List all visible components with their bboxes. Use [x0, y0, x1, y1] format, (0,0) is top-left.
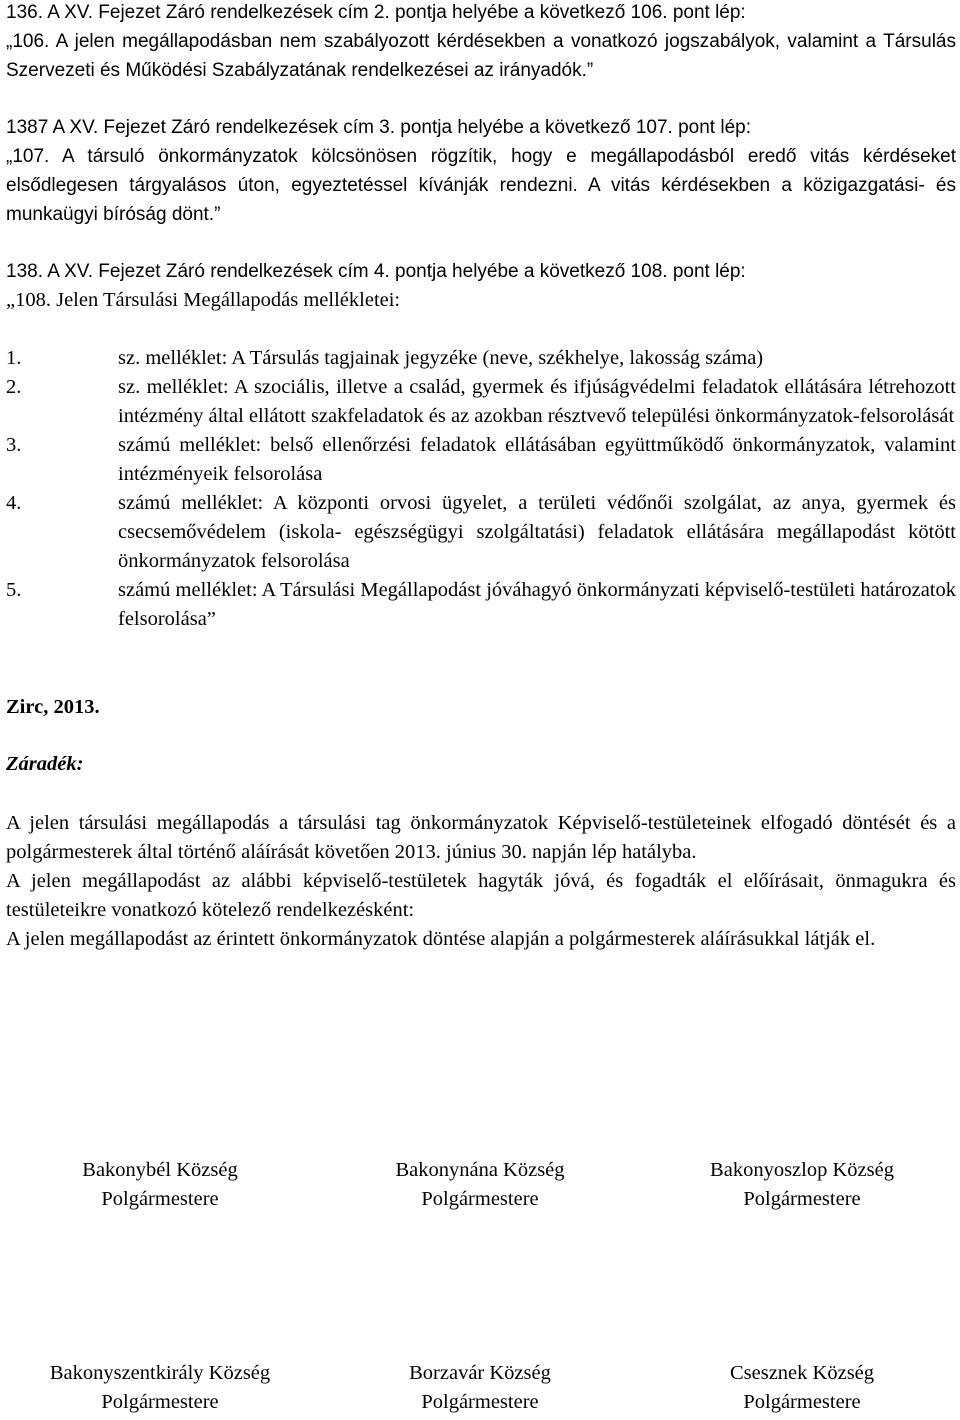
- signature-block: [642, 1156, 960, 1214]
- item-number: 2.: [6, 376, 22, 398]
- signature-block: [0, 1156, 320, 1214]
- clause-body: [6, 809, 956, 954]
- section-body: „107. A társuló önkormányzatok kölcsönösen rögzítik, hogy e megállapodásból eredő vitás kérdéseket elsődlegesen tárgyalásos úton, egyeztetéssel kívánják rendezni. A vitás kérdésekben a közigazgatási- és munkaügyi bíróság dönt.”: [6, 146, 956, 225]
- clause-title: Záradék:: [6, 753, 84, 775]
- clause-paragraph: A jelen megállapodást az érintett önkormányzatok döntése alapján a polgármesterek aláírásukkal látják el.: [6, 928, 876, 950]
- section-136: [6, 0, 956, 85]
- signature-block: [320, 1156, 640, 1214]
- municipality-name: Bakonybél Község: [82, 1159, 238, 1181]
- section-heading: 136. A XV. Fejezet Záró rendelkezések cím 2. pontja helyébe a következő 106. pont lép:: [6, 2, 746, 23]
- signatory-role: Polgármestere: [101, 1391, 219, 1413]
- list-item: [6, 344, 956, 373]
- list-item: [6, 373, 956, 431]
- list-item: [6, 576, 956, 634]
- municipality-name: Bakonyoszlop Község: [710, 1159, 894, 1181]
- item-number: 1.: [6, 347, 22, 369]
- section-body: „106. A jelen megállapodásban nem szabályozott kérdésekben a vonatkozó jogszabályok, valamint a Társulás Szervezeti és Működési Szabályzatának rendelkezései az irányadók.”: [6, 31, 956, 81]
- signatory-role: Polgármestere: [743, 1188, 861, 1210]
- item-number: 3.: [6, 434, 22, 456]
- municipality-name: Csesznek Község: [729, 1362, 875, 1384]
- municipality-name: Bakonyszentkirály Község: [49, 1362, 271, 1384]
- section-heading: 1387 A XV. Fejezet Záró rendelkezések cím 3. pontja helyébe a következő 107. pont lép:: [6, 117, 751, 138]
- municipality-name: Borzavár Község: [409, 1362, 551, 1384]
- item-text: számú melléklet: belső ellenőrzési feladatok ellátásában együttműködő önkormányzatok, valamint intézményeik felsorolása: [118, 434, 956, 485]
- list-item: [6, 431, 956, 489]
- signatory-role: Polgármestere: [101, 1188, 219, 1210]
- item-text: számú melléklet: A központi orvosi ügyelet, a területi védőnői szolgálat, az anya, gyermek és csecsemővédelem (iskola- egészségügyi szolgáltatási) feladatok ellátására megállapodást kötött önkormányzatok felsorolása: [118, 492, 956, 572]
- clause-paragraph: A jelen megállapodást az alábbi képviselő-testületek hagyták jóvá, és fogadták el előírásait, önmagukra és testületeikre vonatkozó kötelező rendelkezésként:: [6, 870, 956, 921]
- list-item: [6, 489, 956, 576]
- signatory-role: Polgármestere: [743, 1391, 861, 1413]
- section-137: [6, 113, 956, 229]
- item-number: 5.: [6, 579, 22, 601]
- item-text: számú melléklet: A Társulási Megállapodást jóváhagyó önkormányzati képviselő-testületi határozatok felsorolása”: [118, 579, 956, 630]
- clause-paragraph: A jelen társulási megállapodás a társulási tag önkormányzatok Képviselő-testületeinek elfogadó döntését és a polgármesterek által történő aláírását követően 2013. június 30. napján lép hatályba.: [6, 812, 956, 863]
- section-heading: 138. A XV. Fejezet Záró rendelkezések cím 4. pontja helyébe a következő 108. pont lép:: [6, 261, 746, 282]
- municipality-name: Bakonynána Község: [395, 1159, 565, 1181]
- place-date: Zirc, 2013.: [6, 696, 100, 718]
- item-number: 4.: [6, 492, 22, 514]
- attachments-list: [6, 344, 956, 634]
- signature-block: [320, 1359, 640, 1417]
- item-text: sz. melléklet: A Társulás tagjainak jegyzéke (neve, székhelye, lakosság száma): [118, 347, 764, 369]
- signature-row-1: [0, 1156, 960, 1216]
- section-body: „108. Jelen Társulási Megállapodás mellékletei:: [6, 289, 401, 311]
- signature-row-2: [0, 1359, 960, 1419]
- signature-block: [642, 1359, 960, 1417]
- section-138: [6, 257, 956, 315]
- signature-block: [0, 1359, 320, 1417]
- item-text: sz. melléklet: A szociális, illetve a család, gyermek és ifjúságvédelmi feladatok ellátására létrehozott intézmény által ellátott szakfeladatok és az azokban résztvevő települési önkormányzatok-felsorolását: [118, 376, 956, 427]
- signatory-role: Polgármestere: [421, 1391, 539, 1413]
- signatory-role: Polgármestere: [421, 1188, 539, 1210]
